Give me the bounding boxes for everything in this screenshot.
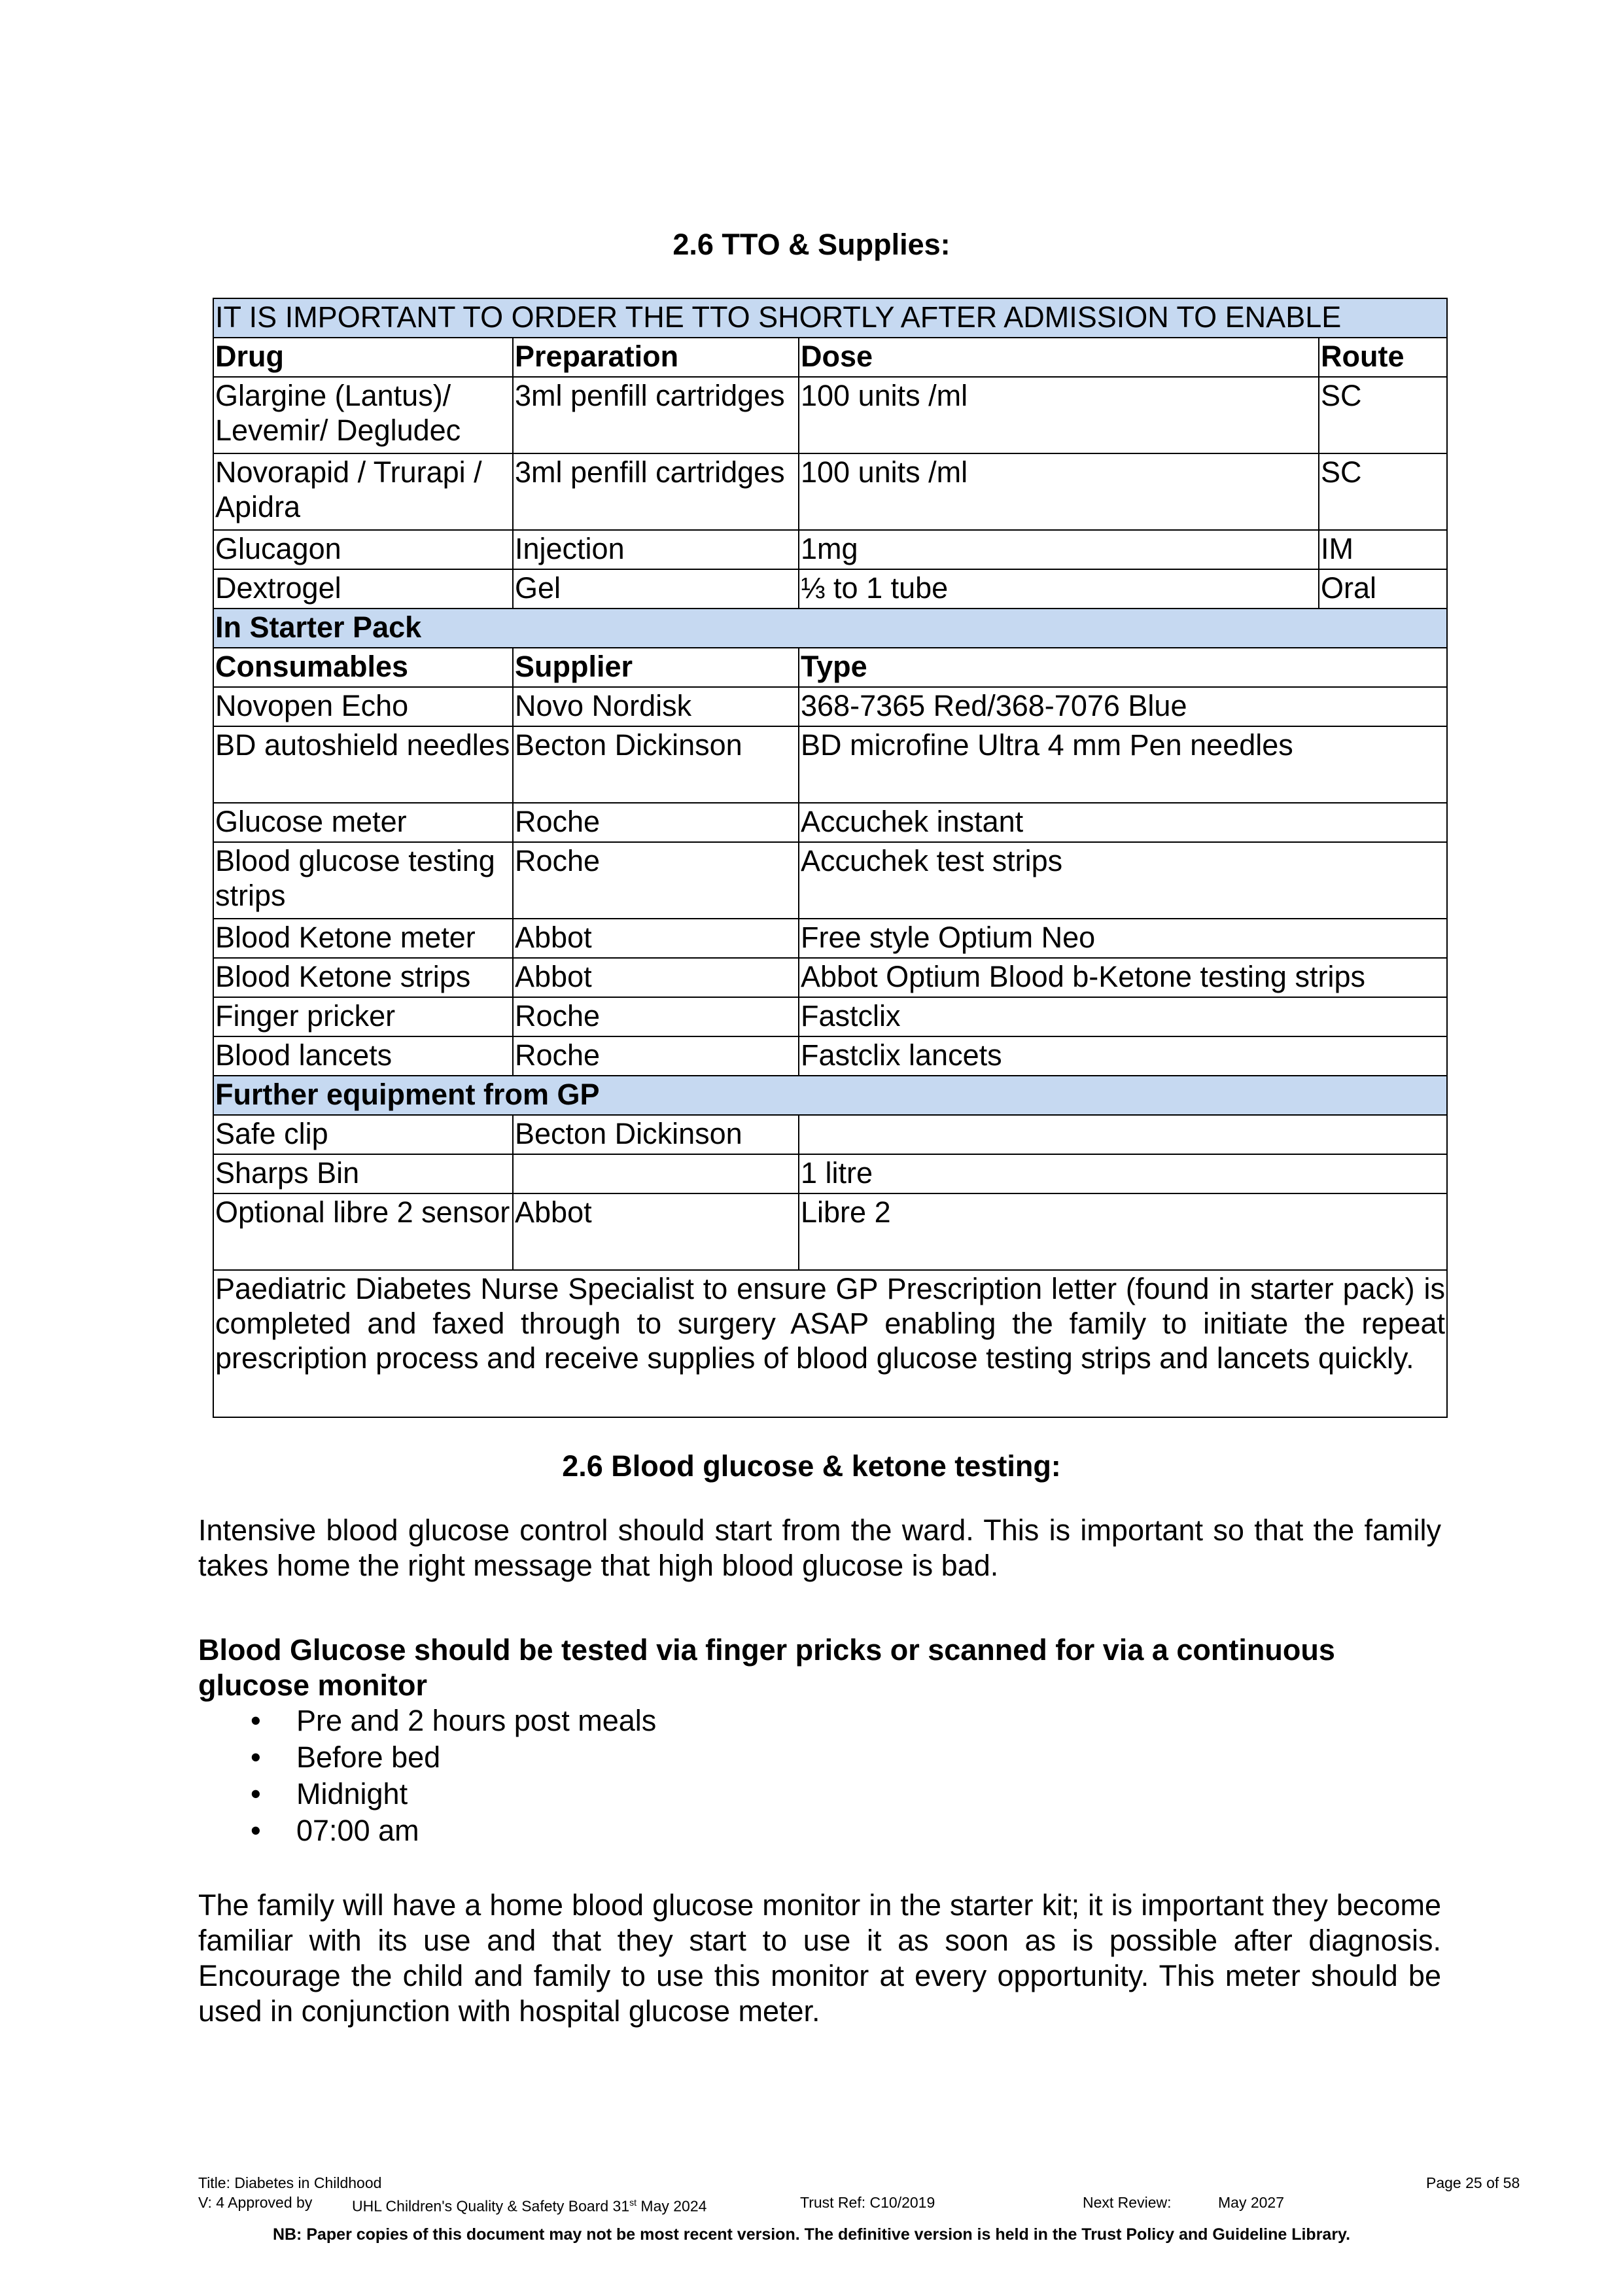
drug-preparation: Gel — [513, 569, 799, 609]
consumable-name: Blood Ketone strips — [213, 958, 513, 997]
col-header-dose: Dose — [799, 338, 1319, 377]
consumable-supplier: Roche — [513, 997, 799, 1036]
gp-item-type: Libre 2 — [799, 1193, 1447, 1270]
consumable-name: Finger pricker — [213, 997, 513, 1036]
col-header-drug: Drug — [213, 338, 513, 377]
consumable-type: Accuchek instant — [799, 803, 1447, 842]
intro-paragraph: Intensive blood glucose control should start from the ward. This is important so that the family takes home the right message that high blood glucose is bad. — [198, 1513, 1441, 1582]
consumable-supplier: Becton Dickinson — [513, 726, 799, 803]
table-note-row — [213, 1270, 1447, 1417]
table-row — [213, 453, 1447, 530]
consumable-type: BD microfine Ultra 4 mm Pen needles — [799, 726, 1447, 803]
consumable-name: Blood Ketone meter — [213, 919, 513, 958]
consumable-name: BD autoshield needles — [213, 726, 513, 803]
gp-item-supplier: Becton Dickinson — [513, 1115, 799, 1154]
drug-dose: 100 units /ml — [799, 377, 1319, 453]
approval-date-suffix: st — [629, 2197, 637, 2208]
footer-next-review-label: Next Review: — [1083, 2194, 1172, 2211]
consumable-supplier: Novo Nordisk — [513, 687, 799, 726]
footer-trust-ref: Trust Ref: C10/2019 — [800, 2194, 935, 2211]
drug-route: SC — [1319, 377, 1447, 453]
consumable-type: Abbot Optium Blood b-Ketone testing strips — [799, 958, 1447, 997]
starter-pack-row — [213, 609, 1447, 648]
gp-item-supplier — [513, 1154, 799, 1193]
col-header-type: Type — [799, 648, 1447, 687]
drug-dose: 1mg — [799, 530, 1319, 569]
consumable-type: Accuchek test strips — [799, 842, 1447, 919]
consumable-name: Novopen Echo — [213, 687, 513, 726]
footer-version: V: 4 Approved by — [198, 2194, 313, 2211]
footer-title: Title: Diabetes in Childhood — [198, 2174, 382, 2191]
table-row — [213, 1154, 1447, 1193]
table-row — [213, 726, 1447, 803]
drug-preparation: 3ml penfill cartridges — [513, 377, 799, 453]
table-row — [213, 919, 1447, 958]
table-row — [213, 997, 1447, 1036]
list-item: • Pre and 2 hours post meals — [198, 1703, 656, 1739]
consumable-name: Blood lancets — [213, 1036, 513, 1076]
table-row — [213, 842, 1447, 919]
gp-item-name: Safe clip — [213, 1115, 513, 1154]
gp-equipment-row — [213, 1076, 1447, 1115]
table-row — [213, 1115, 1447, 1154]
gp-equipment-label: Further equipment from GP — [213, 1076, 1447, 1115]
gp-item-type: 1 litre — [799, 1154, 1447, 1193]
consumable-supplier: Abbot — [513, 919, 799, 958]
section-heading-glucose-testing: 2.6 Blood glucose & ketone testing: — [562, 1449, 1061, 1483]
table-row — [213, 377, 1447, 453]
footer-page-number: Page 25 of 58 — [1426, 2174, 1520, 2191]
drug-header-row — [213, 338, 1447, 377]
testing-instruction: Blood Glucose should be tested via finger pricks or scanned for via a continuous glucose monitor — [198, 1633, 1335, 1702]
approval-date: May 2024 — [637, 2197, 707, 2215]
drug-dose: ⅓ to 1 tube — [799, 569, 1319, 609]
table-banner-row — [213, 298, 1447, 338]
consumable-supplier: Roche — [513, 1036, 799, 1076]
drug-name: Glucagon — [213, 530, 513, 569]
consumable-type: 368-7365 Red/368-7076 Blue — [799, 687, 1447, 726]
table-row — [213, 530, 1447, 569]
drug-dose: 100 units /ml — [799, 453, 1319, 530]
consumable-supplier: Roche — [513, 842, 799, 919]
section-heading-tto: 2.6 TTO & Supplies: — [672, 228, 951, 261]
footer-approval-board — [352, 2193, 707, 2216]
home-monitor-paragraph: The family will have a home blood glucose monitor in the starter kit; it is important they become familiar with its use and that they start to use it as soon as is possible after diagnosis. Encourage the child and family to use this monitor at every opportunity. This meter should be used in conjunction with hospital glucose meter. — [198, 1888, 1441, 2028]
table-row — [213, 687, 1447, 726]
drug-route: IM — [1319, 530, 1447, 569]
consumable-supplier: Abbot — [513, 958, 799, 997]
footer-disclaimer: NB: Paper copies of this document may not be most recent version. The definitive version is held in the Trust Policy and Guideline Library. — [272, 2225, 1351, 2244]
testing-times-list — [198, 1703, 656, 1849]
drug-name: Glargine (Lantus)/ Levemir/ Degludec — [213, 377, 513, 453]
tto-supplies-table — [213, 298, 1448, 1418]
gp-prescription-note: Paediatric Diabetes Nurse Specialist to ensure GP Prescription letter (found in starter pack) is completed and faxed through to surgery ASAP enabling the family to initiate the repeat prescription process and receive supplies of blood glucose testing strips and lancets quickly. — [213, 1270, 1447, 1417]
starter-pack-label: In Starter Pack — [213, 609, 1447, 648]
drug-preparation: 3ml penfill cartridges — [513, 453, 799, 530]
col-header-supplier: Supplier — [513, 648, 799, 687]
drug-name: Dextrogel — [213, 569, 513, 609]
list-item: • Before bed — [198, 1739, 656, 1776]
consumable-name: Glucose meter — [213, 803, 513, 842]
consumable-name: Blood glucose testing strips — [213, 842, 513, 919]
consumable-type: Fastclix — [799, 997, 1447, 1036]
drug-preparation: Injection — [513, 530, 799, 569]
footer-next-review-date: May 2027 — [1218, 2194, 1285, 2211]
gp-item-name: Sharps Bin — [213, 1154, 513, 1193]
table-row — [213, 1193, 1447, 1270]
approval-board-text: UHL Children's Quality & Safety Board 31 — [352, 2197, 630, 2215]
list-item: • Midnight — [198, 1776, 656, 1812]
table-row — [213, 803, 1447, 842]
table-banner: IT IS IMPORTANT TO ORDER THE TTO SHORTLY AFTER ADMISSION TO ENABLE — [213, 298, 1447, 338]
col-header-preparation: Preparation — [513, 338, 799, 377]
consumable-type: Fastclix lancets — [799, 1036, 1447, 1076]
gp-item-type — [799, 1115, 1447, 1154]
gp-item-supplier: Abbot — [513, 1193, 799, 1270]
col-header-consumables: Consumables — [213, 648, 513, 687]
consumable-type: Free style Optium Neo — [799, 919, 1447, 958]
table-row — [213, 569, 1447, 609]
consumables-header-row — [213, 648, 1447, 687]
table-row — [213, 958, 1447, 997]
drug-route: Oral — [1319, 569, 1447, 609]
col-header-route: Route — [1319, 338, 1447, 377]
table-row — [213, 1036, 1447, 1076]
drug-name: Novorapid / Trurapi / Apidra — [213, 453, 513, 530]
gp-item-name: Optional libre 2 sensor — [213, 1193, 513, 1270]
consumable-supplier: Roche — [513, 803, 799, 842]
drug-route: SC — [1319, 453, 1447, 530]
list-item: • 07:00 am — [198, 1812, 656, 1849]
